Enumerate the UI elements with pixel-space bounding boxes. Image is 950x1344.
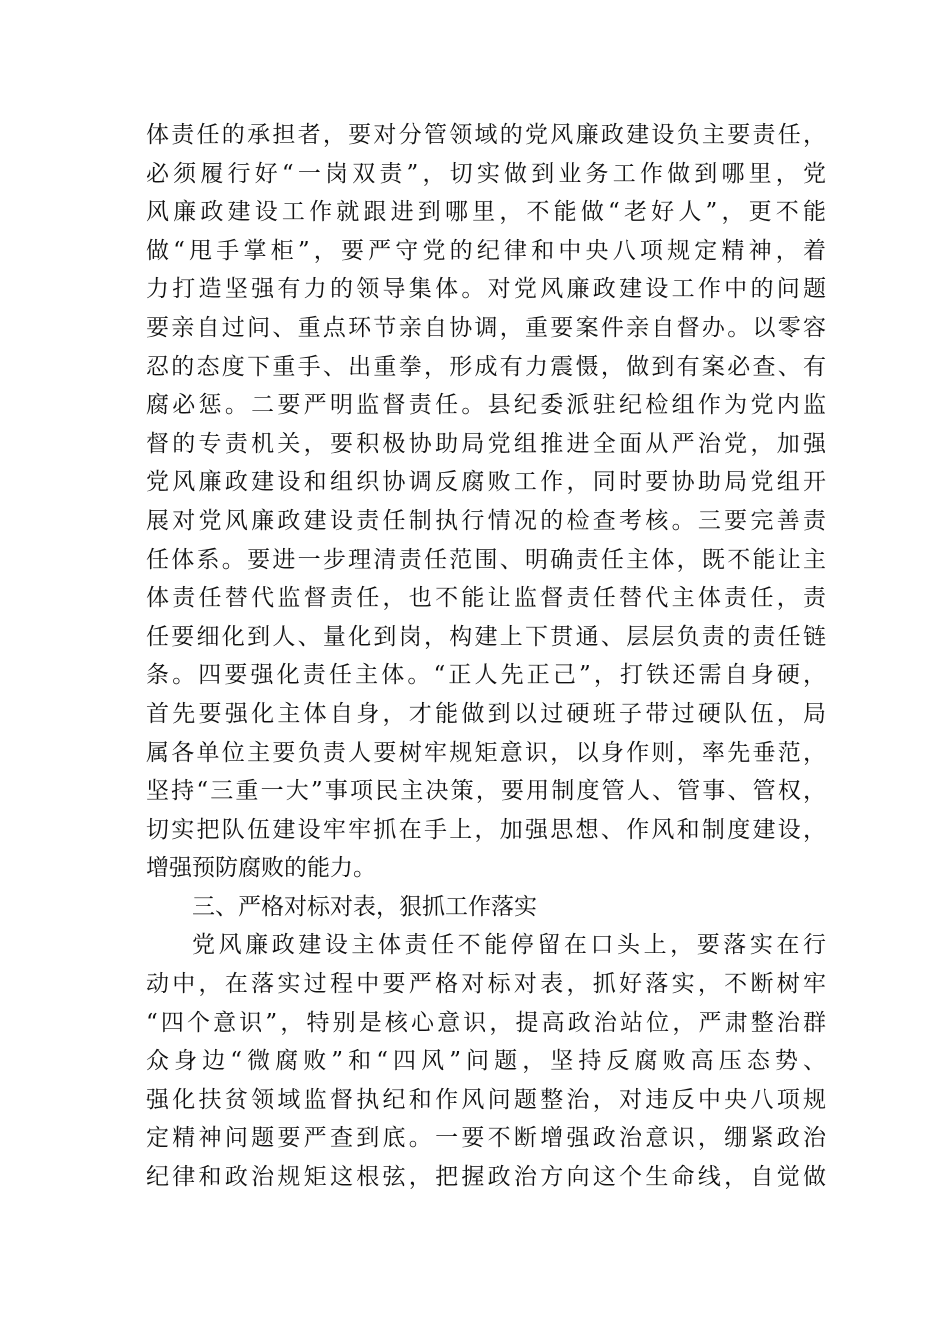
text-line: 切实把队伍建设牢牢抓在手上，加强思想、作风和制度建设， xyxy=(146,816,826,843)
text-line: 任要细化到人、量化到岗，构建上下贯通、层层负责的责任链 xyxy=(146,623,826,650)
text-line: 必须履行好“一岗双责”，切实做到业务工作做到哪里，党 xyxy=(146,160,826,187)
paragraph xyxy=(146,926,826,1196)
text-line: 众身边“微腐败”和“四风”问题，坚持反腐败高压态势、 xyxy=(146,1048,826,1075)
text-line: 动中，在落实过程中要严格对标对表，抓好落实，不断树牢 xyxy=(146,971,826,998)
text-line: 展对党风廉政建设责任制执行情况的检查考核。三要完善责 xyxy=(146,507,826,534)
text-line: “四个意识”，特别是核心意识，提高政治站位，严肃整治群 xyxy=(146,1009,826,1036)
text-line: 风廉政建设工作就跟进到哪里，不能做“老好人”，更不能 xyxy=(146,199,826,226)
text-line: 督的专责机关，要积极协助局党组推进全面从严治党，加强 xyxy=(146,430,826,457)
text-line: 力打造坚强有力的领导集体。对党风廉政建设工作中的问题 xyxy=(146,276,826,303)
paragraph-continued xyxy=(146,116,826,888)
text-line: 首先要强化主体自身，才能做到以过硬班子带过硬队伍，局 xyxy=(146,700,826,727)
text-line: 任体系。要进一步理清责任范围、明确责任主体，既不能让主 xyxy=(146,546,826,573)
text-line: 体责任的承担者，要对分管领域的党风廉政建设负主要责任， xyxy=(146,122,826,148)
text-line: 体责任替代监督责任，也不能让监督责任替代主体责任，责 xyxy=(146,585,826,612)
text-line: 党风廉政建设和组织协调反腐败工作，同时要协助局党组开 xyxy=(146,469,826,496)
text-line: 党风廉政建设主体责任不能停留在口头上，要落实在行 xyxy=(192,932,826,959)
text-line: 属各单位主要负责人要树牢规矩意识，以身作则，率先垂范， xyxy=(146,739,826,766)
document-page xyxy=(146,116,826,1197)
text-line: 纪律和政治规矩这根弦，把握政治方向这个生命线，自觉做 xyxy=(146,1164,826,1191)
text-line: 强化扶贫领域监督执纪和作风问题整治，对违反中央八项规 xyxy=(146,1086,826,1113)
text-line: 增强预防腐败的能力。 xyxy=(146,855,376,882)
section-heading: 三、严格对标对表，狠抓工作落实 xyxy=(192,893,537,920)
text-line: 要亲自过问、重点环节亲自协调，重要案件亲自督办。以零容 xyxy=(146,314,826,341)
text-line: 做“甩手掌柜”，要严守党的纪律和中央八项规定精神，着 xyxy=(146,237,826,264)
text-line: 定精神问题要严查到底。一要不断增强政治意识，绷紧政治 xyxy=(146,1125,826,1152)
text-line: 条。四要强化责任主体。“正人先正己”，打铁还需自身硬， xyxy=(146,662,826,689)
text-line: 腐必惩。二要严明监督责任。县纪委派驻纪检组作为党内监 xyxy=(146,392,826,419)
text-line: 坚持“三重一大”事项民主决策，要用制度管人、管事、管权， xyxy=(146,778,826,805)
text-line: 忍的态度下重手、出重拳，形成有力震慑，做到有案必查、有 xyxy=(146,353,826,380)
